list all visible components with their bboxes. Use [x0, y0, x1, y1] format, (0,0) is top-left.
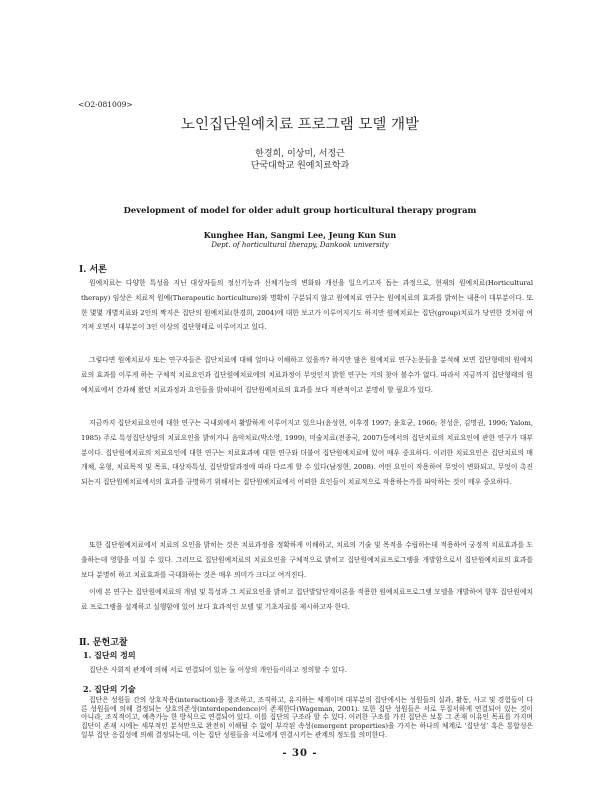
intro-paragraph-1: 원예치료는 다양한 특성을 지닌 대상자들의 정신기능과 신체기능의 변화와 개선을 일으키고자 돕는 과정으로, 현재의 원예치료(Horticultural therapy) 임상은 치료적 원예(Therapeutic horticulture)와 명확히 구분되지 않고 원예치료 연구는 원예치료의 효과를 밝히는 내용이 대부분이다. 또한 몇몇 개별치료와 2인의 짝지은 집단의 원예치료(한경희, 2004)에 대한 보고가 이루어지기도 하지만 원예치료는 집단(group)치료가 당연한 것처럼 여겨져 오면서 대부분이 3인 이상의 집단형태로 이루어지고 있다.: [81, 279, 533, 332]
group-definition-paragraph: 집단은 사회적 관계에 의해 서로 연결되어 있는 둘 이상의 개인들이라고 정의할 수 있다.: [89, 666, 347, 674]
intro-paragraph-4: 또한 집단원예치료에서 치료의 요인을 밝히는 것은 치료과정을 정확하게 이해하고, 치료의 기술 및 목적을 수립하는데 적용하여 궁정적 치료효과를 도출하는데 영향을 미칠 수 있다. 그러므로 집단원예치료의 치료요인을 구체적으로 밝히고 집단원예치료프로그램을 개발함으로서 집단원예치료의 효과를 보다 분명히 하고 치료효과를 극대화하는 것은 매우 의미가 크다고 여겨진다.: [81, 541, 533, 579]
intro-paragraph-3: 지금까지 집단치료요인에 대한 연구는 국내외에서 활발하게 이루어지고 있으나(윤성현, 이후경 1997; 윤호균, 1966; 천성운, 김명권, 1996; Yalom, 1985) 주로 특성집단상담의 치료요인을 밝히거나 음악치료(박소영, 1999), 미술치료(전종국, 2007)등에서의 집단치료의 치료요인에 관한 연구가 대부분이다. 집단원예치료의 치료요인에 대한 연구는 치료효과에 대한 연구와 더불어 집단원예치료에 있어 매우 중요하다. 이러한 치료요인은 집단치료의 매개체, 유형, 치료목적 및 목표, 대상자특성, 집단발달과정에 따라 다르게 할 수 있다(남정현, 2008). 어떤 요인이 작용하여 무엇이 변화되고, 무엇이 촉진되는지 집단원예치료에서의 효과를 규명하기 위해서는 집단원예치료에서 어떠한 요인들이 치료적으로 작용하는가를 파악하는 것이 매우 중요하다.: [81, 419, 533, 487]
intro-paragraph-5: 이에 본 연구는 집단원예치료의 개념 및 특성과 그 치료요인을 밝히고 집단발달단계이론을 적용한 원예치료프로그램 모델을 개발하여 향후 집단원예치료 프로그램을 설계하고 실행함에 있어 보다 효과적인 모델 및 기초자료를 제시하고자 한다.: [81, 588, 533, 611]
page-number: - 30 -: [282, 748, 318, 759]
authors-korean: 한경희, 이상미, 서정근: [255, 149, 345, 159]
affiliation-korean: 단국대학교 원예치료학과: [250, 161, 350, 171]
title-korean: 노인집단원예치료 프로그램 모델 개발: [181, 117, 419, 133]
authors-korean-block: [0, 148, 600, 172]
abstract-code: <O2-081009>: [78, 100, 133, 109]
intro-paragraph-2: 그렇다면 원예치료사 또는 연구자들은 집단치료에 대해 얼마나 이해하고 있을까? 하지만 많은 원예치료 연구논문들을 분석해 보면 집단형태의 원예치료의 효과를 이루게 하는 구체적 치료요인과 집단원예치료에의 치료과정이 무엇인지 밝힌 연구는 거의 찾아 볼수가 없다. 따라서 지금까지 집단형태의 원예치료에서 간과해 왔던 치료과정과 요인들을 밝혀내어 집단원예치료의 효과를 보다 적관적이고 분명히 할 필요가 있다.: [81, 356, 533, 394]
affiliation-english: Dept. of horticultural therapy, Dankook university: [211, 241, 389, 249]
section-heading-literature-review: Ⅱ. 문헌고찰: [79, 638, 128, 648]
group-description-paragraph: 집단은 성원들 간의 상호작용(interaction)을 창조하고, 조직하고, 유지하는 체계이며 대부분의 집단에서는 성원들의 실과, 활동, 사고 및 경험들이 다른 성원들에 의해 결정되는 상호의존성(interdependence)이 존재한다(Wageman, 2001). 또한 집단 성원들은 서로 무질서하게 연결되어 있는 것이 아니라, 조직적이고, 예측가능 한 방식으로 연결되어 있다. 이를 집단의 구조라 할 수 있다. 이러한 구조를 가진 집단은 보통 그 존재 이유인 목표를 가지며 집단이 존재 시에는 세부적인 분석만으로 완전히 이해될 수 없이 부각된 속성(emergent properties)을 가지는 하나의 체계로 ‘집단성’ 혹은 통합성은 일부 집단 응집성에 의해 결정되는데, 이는 집단 성원들을 서로에게 연결시키는 관계의 정도를 의미한다.: [81, 696, 533, 739]
title-english: Development of model for older adult group horticultural therapy program: [123, 205, 477, 215]
section-heading-introduction: Ⅰ. 서론: [79, 265, 107, 275]
authors-english: Kunghee Han, Sangmi Lee, Jeung Kun Sun: [203, 230, 397, 240]
subsection-heading-group-definition: 1. 집단의 정의: [83, 650, 136, 660]
subsection-heading-group-description: 2. 집단의 기술: [83, 684, 136, 694]
